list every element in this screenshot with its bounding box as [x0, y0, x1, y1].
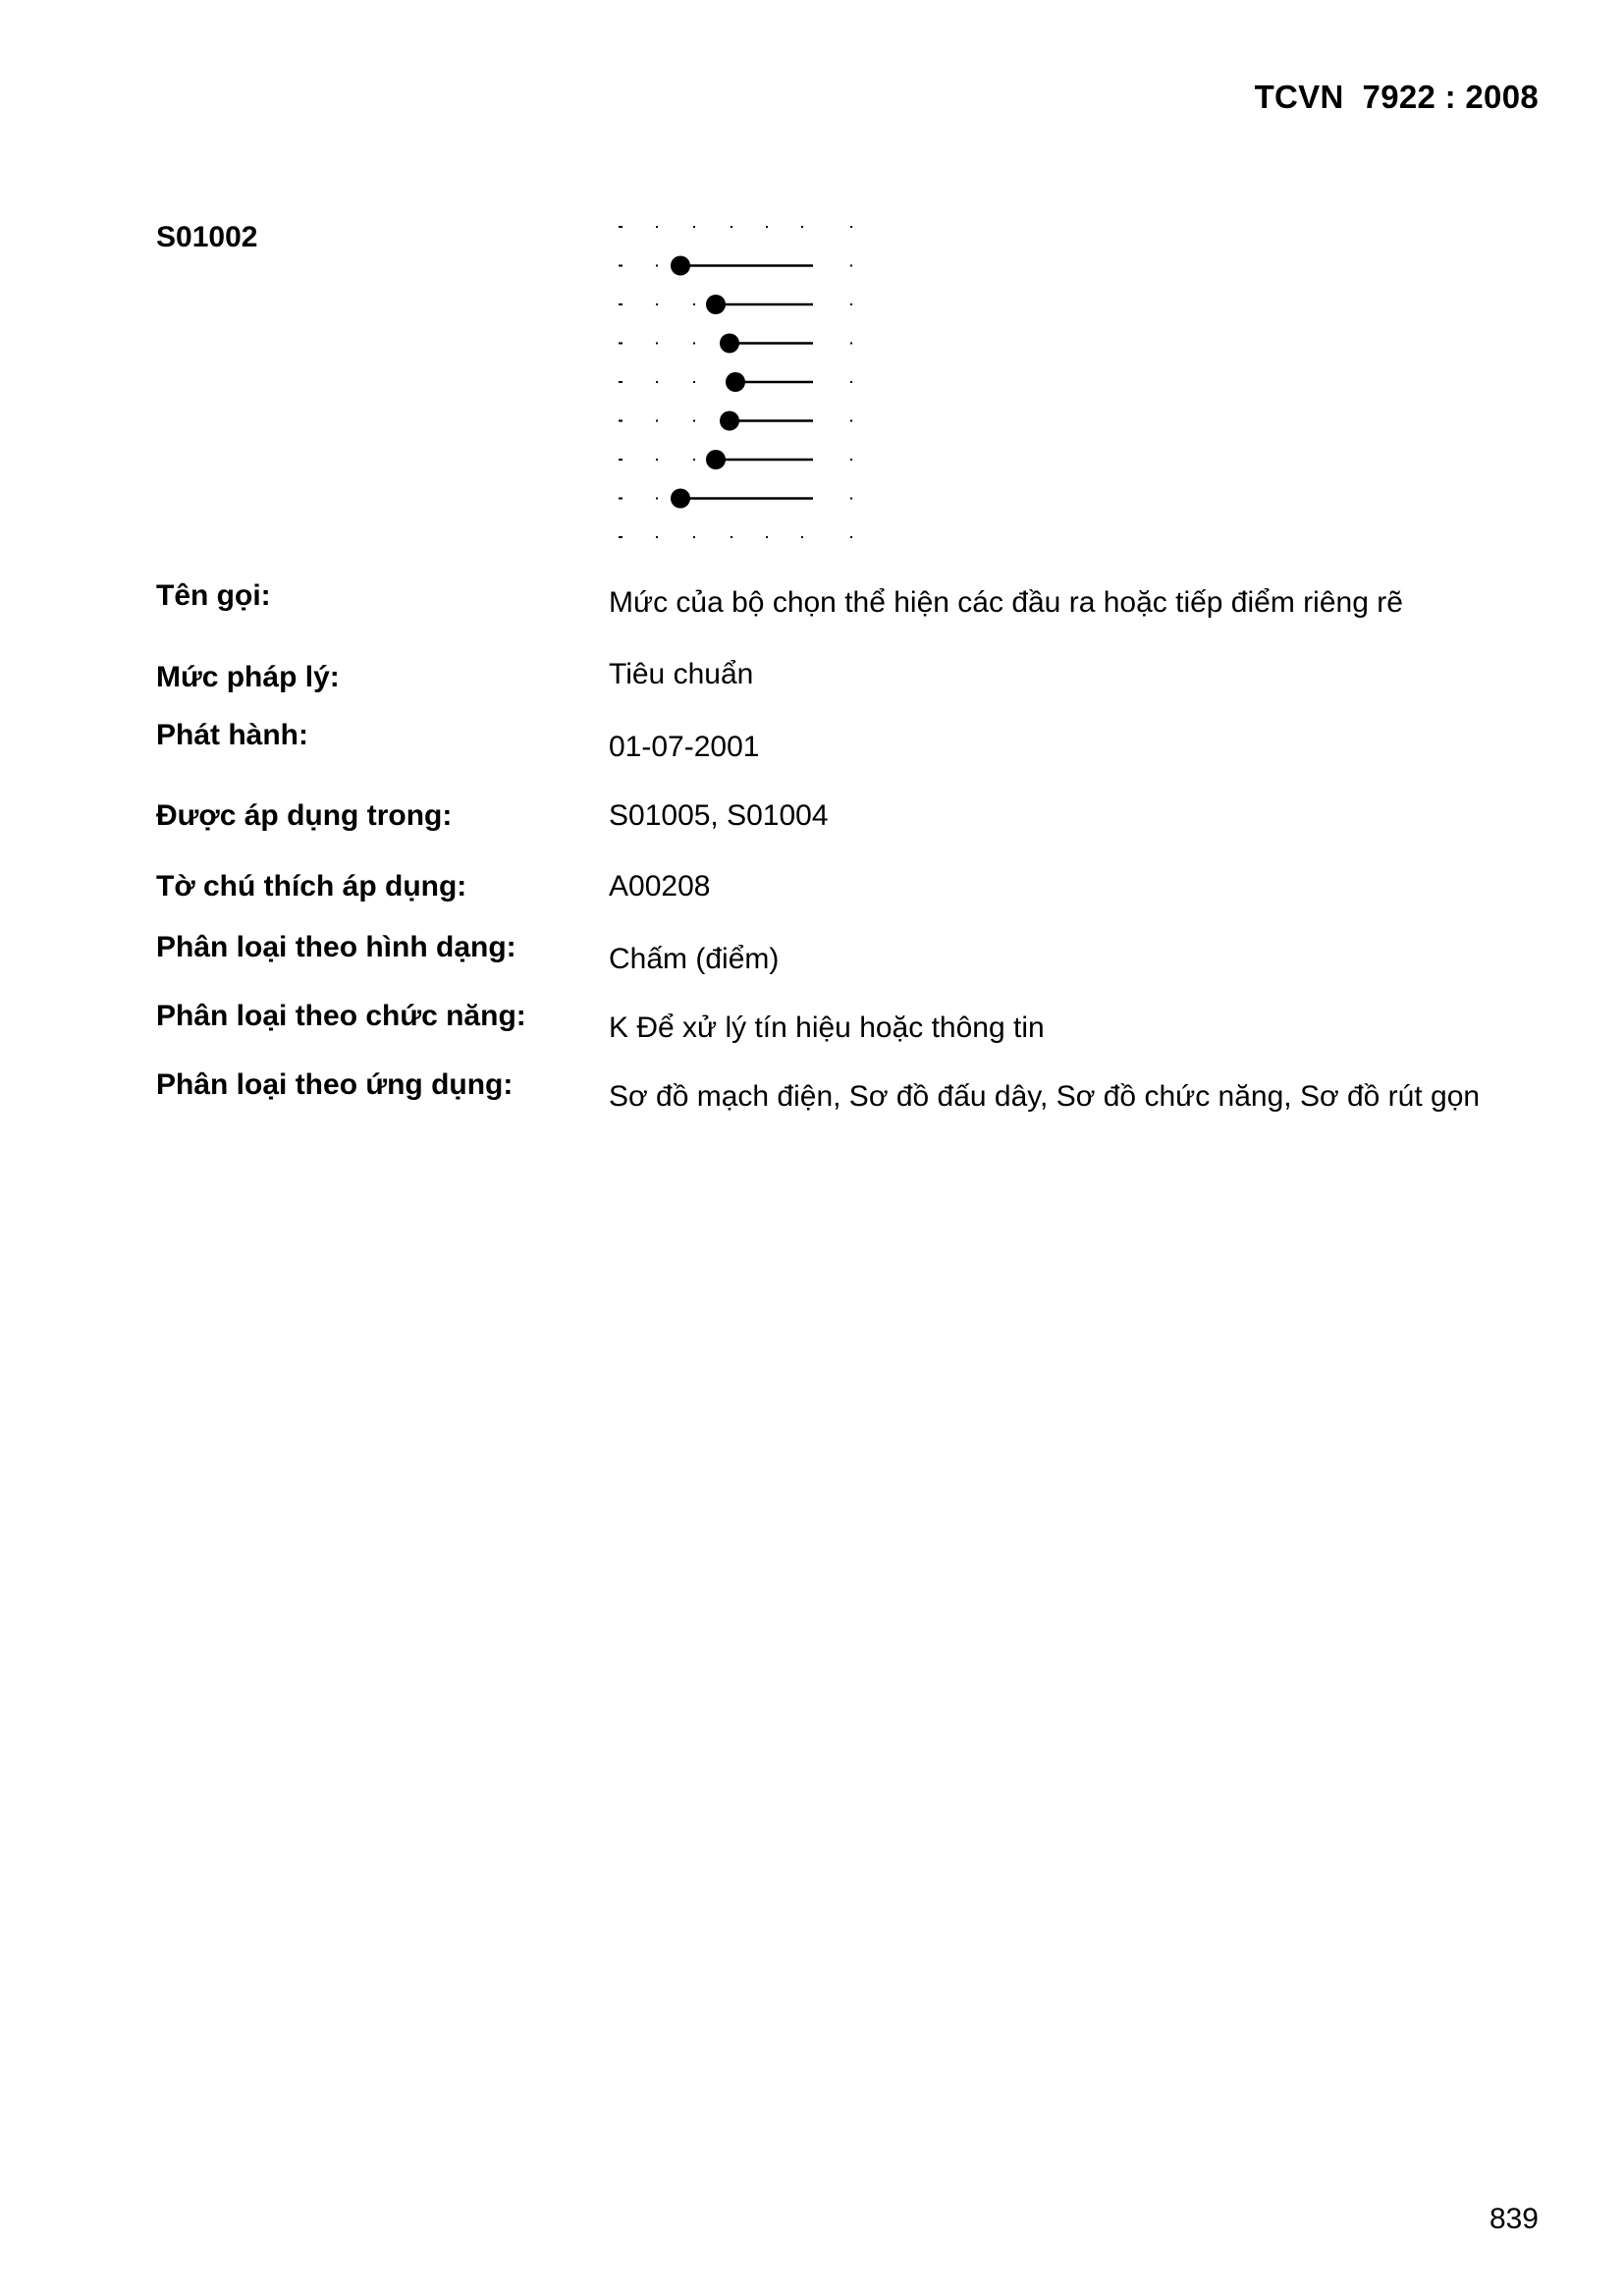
property-value: K Để xử lý tín hiệu hoặc thông tin — [609, 1011, 1045, 1044]
property-row-name — [156, 579, 1550, 629]
property-label: Được áp dụng trong: — [156, 799, 453, 832]
property-value: 01-07-2001 — [609, 731, 760, 763]
property-label: Phân loại theo chức năng: — [156, 1000, 526, 1032]
grid-dot — [850, 381, 852, 383]
grid-dot — [693, 459, 695, 461]
property-label: Phát hành: — [156, 719, 308, 751]
contact-dot — [726, 372, 745, 392]
property-label: Tờ chú thích áp dụng: — [156, 870, 467, 902]
grid-dot — [656, 498, 658, 500]
grid-dot — [656, 265, 658, 267]
property-value: Mức của bộ chọn thể hiện các đầu ra hoặc tiếp điểm riêng rẽ — [609, 586, 1403, 619]
property-label: Phân loại theo ứng dụng: — [156, 1068, 514, 1101]
contact-dot — [706, 450, 726, 469]
grid-dot — [766, 536, 768, 538]
property-row-annotation-sheet — [156, 870, 1550, 919]
grid-dot — [850, 343, 852, 345]
grid-dot — [619, 343, 623, 345]
grid-dot — [766, 226, 768, 228]
selector-levels-symbol-icon — [609, 211, 864, 550]
grid-dot — [619, 265, 623, 267]
property-row-legal-level — [156, 658, 1550, 707]
grid-dot — [693, 343, 695, 345]
property-label: Phân loại theo hình dạng: — [156, 931, 516, 963]
property-row-function-class — [156, 1000, 1550, 1049]
property-label: Mức pháp lý: — [156, 661, 340, 693]
grid-dot — [731, 536, 732, 538]
property-value: Chấm (điểm) — [609, 943, 780, 975]
grid-dot — [731, 226, 732, 228]
grid-dot — [693, 303, 695, 305]
contact-dot — [671, 489, 690, 509]
contact-dot — [720, 334, 739, 354]
grid-dot — [656, 459, 658, 461]
grid-dot — [693, 420, 695, 422]
grid-dot — [619, 459, 623, 461]
property-value: A00208 — [609, 870, 711, 902]
grid-dot — [850, 536, 852, 538]
symbol-code: S01002 — [156, 221, 258, 253]
grid-dot — [619, 226, 623, 228]
grid-dot — [619, 498, 623, 500]
property-row-shape-class — [156, 931, 1550, 980]
grid-dot — [656, 226, 658, 228]
grid-dot — [656, 303, 658, 305]
grid-dot — [619, 420, 623, 422]
property-label: Tên gọi: — [156, 579, 271, 612]
grid-dot — [850, 459, 852, 461]
grid-dot — [656, 343, 658, 345]
page-number: 839 — [1489, 2203, 1539, 2235]
property-value: Tiêu chuẩn — [609, 658, 754, 690]
property-row-application-class — [156, 1068, 1550, 1118]
grid-dot — [850, 420, 852, 422]
grid-dot — [619, 381, 623, 383]
grid-dot — [850, 498, 852, 500]
property-value: Sơ đồ mạch điện, Sơ đồ đấu dây, Sơ đồ chức năng, Sơ đồ rút gọn — [609, 1080, 1481, 1113]
grid-dot — [656, 420, 658, 422]
property-row-applied-in — [156, 799, 1550, 848]
contact-dot — [720, 411, 739, 431]
grid-dot — [656, 536, 658, 538]
grid-dot — [619, 303, 623, 305]
grid-dot — [656, 381, 658, 383]
contact-dot — [706, 295, 726, 314]
contact-dot — [671, 256, 690, 276]
standard-header: TCVN 7922 : 2008 — [1254, 79, 1539, 115]
grid-dot — [801, 226, 803, 228]
grid-dot — [693, 226, 695, 228]
grid-dot — [801, 536, 803, 538]
grid-dot — [693, 536, 695, 538]
grid-dot — [850, 303, 852, 305]
property-value: S01005, S01004 — [609, 799, 829, 832]
property-row-issued — [156, 719, 1550, 768]
grid-dot — [693, 381, 695, 383]
grid-dot — [850, 265, 852, 267]
grid-dot — [850, 226, 852, 228]
grid-dot — [619, 536, 623, 538]
